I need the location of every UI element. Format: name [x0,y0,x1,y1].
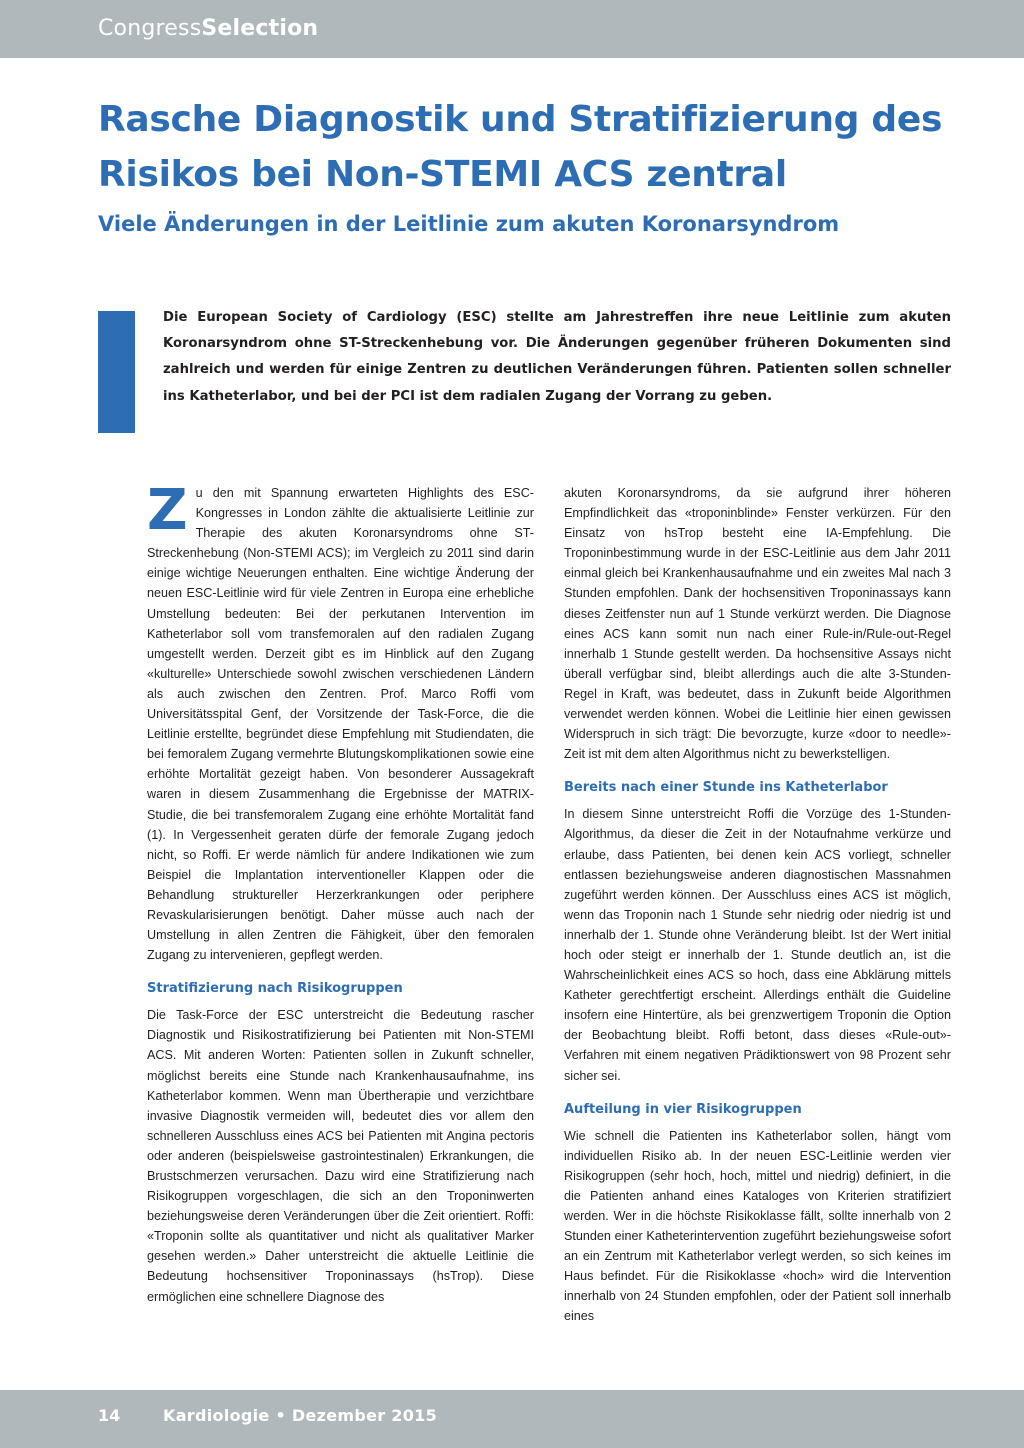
lead-initial-block [98,311,135,433]
lead-paragraph: Die European Society of Cardiology (ESC) stellte am Jahrestreffen ihre neue Leitlinie zum akuten Koronarsyndrom ohne ST-Streckenhebung vor. Die Änderungen gegenüber früheren Dokumenten sind zahlreich und werden für einige Zentren zu deutlichen Veränderungen führen. Patienten sollen schneller ins Katheterlabor, und bei der PCI ist dem radialen Zugang der Vorrang zu geben. [163,310,951,404]
column-right [564,483,951,1327]
page-number: 14 [98,1406,121,1425]
column-left [147,478,534,1307]
section-heading-risikogruppen: Aufteilung in vier Risikogruppen [564,1101,802,1117]
section-stratifizierung-text: Die Task-Force der ESC unterstreicht die Bedeutung rascher Diagnostik und Risikostratifizierung bei Patienten mit Non-STEMI ACS. Mit anderen Worten: Patienten sollen in Zukunft schneller, möglichst bereits eine Stunde nach Krankenhausaufnahme, ins Katheterlabor kommen. Wenn man Übertherapie und verzichtbare invasive Diagnostik vermeiden will, bedeutet dies vor allem den schnelleren Ausschluss eines ACS bei Patienten mit Angina pectoris oder anderen (beispielsweise gastrointestinalen) Erkrankungen, die Brustschmerzen verursachen. Dazu wird eine Stratifizierung nach Risikogruppen vorgeschlagen, die sich an den Troponinwerten beziehungsweise deren Veränderungen über die Zeit orientiert. Roffi: «Troponin sollte als quantitativer und nicht als qualitativer Marker gesehen werden.» Daher unterstreicht die aktuelle Leitlinie die Bedeutung hochsensitiver Troponinassays (hsTrop). Diese ermöglichen eine schnellere Diagnose des [147,1008,534,1304]
article-subtitle: Viele Änderungen in der Leitlinie zum akuten Koronarsyndrom [98,212,840,236]
section-katheterlabor-text: In diesem Sinne unterstreicht Roffi die Vorzüge des 1-Stunden-Algorithmus, da dieser die Zeit in der Notaufnahme verkürze und erlaube, dass Patienten, bei denen kein ACS vorliegt, schneller entlassen beziehungsweise anderen diagnostischen Massnahmen zugeführt werden können. Der Ausschluss eines ACS ist möglich, wenn das Troponin nach 1 Stunde sehr niedrig oder niedrig ist und innerhalb der 1. Stunde ohne Veränderung bleibt. Ist der Wert initial hoch oder steigt er innerhalb der 1. Stunde deutlich an, ist die Wahrscheinlichkeit eines ACS so hoch, dass eine Abklärung mittels Katheter gerechtfertigt erscheint. Allerdings enthält die Guideline insofern eine Hintertüre, als bei grenzwertigem Troponin die Option der Beobachtung bleibt. Roffi betont, dass dieses «Rule-out»-Verfahren mit einem negativen Prädiktionswert von 98 Prozent sehr sicher sei. [564,807,951,1083]
journal-issue: Kardiologie • Dezember 2015 [163,1406,438,1425]
intro-paragraph [147,478,534,965]
brand-bold: Selection [201,16,319,41]
congress-selection-logo [98,18,318,40]
article-title: Rasche Diagnostik und Stratifizierung des Risikos bei Non-STEMI ACS zentral [98,99,943,195]
brand-light: Congress [98,16,202,41]
footer-bar [0,1390,1024,1448]
intro-text: u den mit Spannung erwarteten Highlights des ESC-Kongresses in London zählte die aktualisierte Leitlinie zur Therapie des akuten Koronarsyndroms ohne ST-Streckenhebung (Non-STEMI ACS); im Vergleich zu 2011 sind darin einige wichtige Neuerungen enthalten. Eine wichtige Änderung der neuen ESC-Leitlinie wird für viele Zentren in Europa eine erhebliche Umstellung bedeuten: Bei der perkutanen Intervention im Katheterlabor soll vom transfemoralen auf den radialen Zugang umgestellt werden. Derzeit gibt es im Hinblick auf den Zugang «kulturelle» Unterschiede sowohl zwischen verschiedenen Ländern als auch zwischen den Zentren. Prof. Marco Roffi vom Universitätsspital Genf, der Vorsitzende der Task-Force, die die Leitlinie erstellte, begründet diese Empfehlung mit Studiendaten, die bei femoralem Zugang vermehrte Blutungskomplikationen sowie eine erhöhte Mortalität gezeigt haben. Von besonderer Aussagekraft waren in diesem Zusammenhang die Ergebnisse der MATRIX-Studie, die bei transfemoralem Zugang eine erhöhte Mortalität fand (1). In Vergessenheit geraten dürfe der femorale Zugang jedoch nicht, so Roffi. Er werde nämlich für andere Indikationen wie zum Beispiel die Implantation interventioneller Klappen oder die Behandlung struktureller Herzerkrankungen oder periphere Revaskularisierungen benötigt. Daher müsse auch nach der Umstellung in allen Zentren die Fähigkeit, über den femoralen Zugang zu intervenieren, gepflegt werden. [147,486,534,963]
section-risikogruppen-text: Wie schnell die Patienten ins Katheterlabor sollen, hängt vom individuellen Risiko ab. In der neuen ESC-Leitlinie werden vier Risikogruppen (sehr hoch, hoch, mittel und niedrig) definiert, in die die Patienten anhand eines Kataloges von Kriterien stratifiziert werden. Wer in die höchste Risikoklasse fällt, sollte innerhalb von 2 Stunden einer Katheterintervention zugeführt beziehungsweise sofort an ein Zentrum mit Katheterlabor verlegt werden, so sich keines im Haus befindet. Für die Risikoklasse «hoch» wird die Intervention innerhalb von 24 Stunden empfohlen, oder der Patient soll innerhalb eines [564,1128,951,1324]
dropcap: Z [147,478,188,543]
section-heading-stratifizierung: Stratifizierung nach Risikogruppen [147,981,403,997]
section-heading-katheterlabor: Bereits nach einer Stunde ins Katheterlabor [564,780,888,796]
column-right-intro: akuten Koronarsyndroms, da sie aufgrund ihrer höheren Empfindlichkeit das «troponinblinde» Fenster verkürzen. Für den Einsatz von hsTrop besteht eine IA-Empfehlung. Die Troponinbestimmung wurde in der ESC-Leitlinie aus dem Jahr 2011 einmal gleich bei Krankenhausaufnahme und ein zweites Mal nach 3 Stunden empfohlen. Dank der hochsensitiven Troponinassays kann dieses Zeitfenster nun auf 1 Stunde verkürzt werden. Die Diagnose eines ACS kann somit nun nach einer Rule-in/Rule-out-Regel innerhalb 1 Stunde gestellt werden. Da hochsensitive Assays nicht überall verfügbar sind, bleibt allerdings auch die alte 3-Stunden-Regel in Kraft, was bedeutet, dass in Zukunft beide Algorithmen verwendet werden können. Wobei die Leitlinie hier einen gewissen Widerspruch in sich trägt: Die bevorzugte, kurze «door to needle»-Zeit ist mit dem alten Algorithmus nicht zu bewerkstelligen. [564,486,951,762]
